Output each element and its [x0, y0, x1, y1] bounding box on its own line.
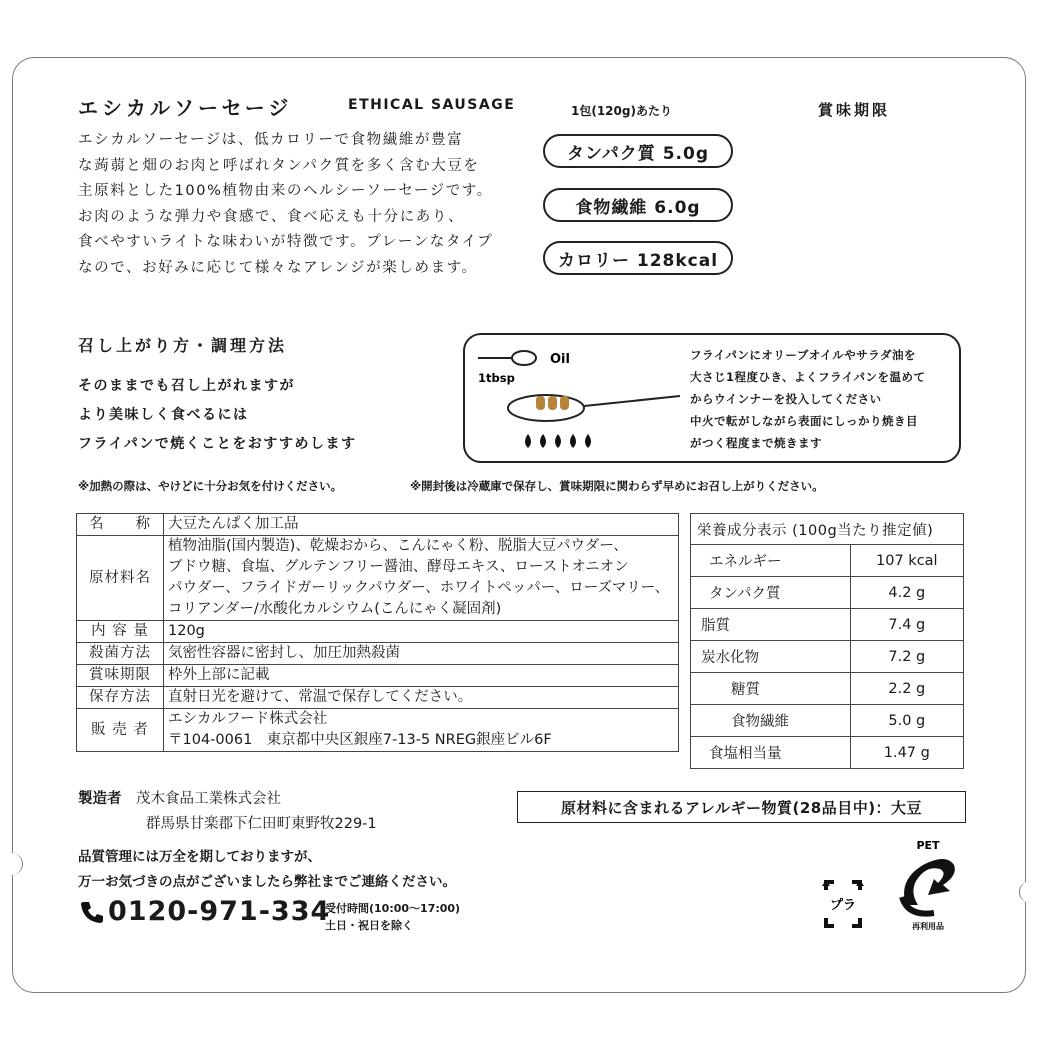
nutrient-value: 4.2 g: [850, 577, 963, 609]
nutrient-value: 7.2 g: [850, 641, 963, 673]
row-value: [164, 536, 679, 621]
pet-label: PET: [916, 839, 940, 852]
cooking-step: 中火で転がしながら表面にしっかり焼き目: [690, 414, 918, 428]
table-row: [77, 514, 679, 536]
oil-label: Oil: [550, 352, 570, 367]
manufacturer-label: 製造者: [78, 791, 122, 807]
pan-handle: [584, 396, 680, 406]
nutrient-name: 炭水化物: [691, 641, 851, 673]
nutrient-value: 7.4 g: [850, 609, 963, 641]
nutrient-value: 1.47 g: [850, 737, 963, 769]
row-value-line: 120g: [168, 623, 205, 639]
cooking-step: 大さじ1程度ひき、よくフライパンを温めて: [690, 370, 926, 384]
quality-notice: [78, 845, 456, 895]
nutrient-name: 脂質: [691, 609, 851, 641]
description-line: な蒟蒻と畑のお肉と呼ばれタンパク質を多く含む大豆を: [78, 157, 480, 174]
flame-icon: [570, 434, 576, 448]
product-description: [78, 128, 538, 281]
row-value-line: 大豆たんぱく加工品: [168, 516, 299, 532]
row-key: 殺菌方法: [77, 643, 164, 665]
spoon-amount: 1tbsp: [478, 371, 515, 385]
row-value-line: ブドウ糖、食塩、グルテンフリー醤油、酵母エキス、ローストオニオン: [168, 559, 629, 575]
row-value-line: コリアンダー/水酸化カルシウム(こんにゃく凝固剤): [168, 601, 502, 617]
row-key: 販 売 者: [77, 709, 164, 752]
table-row: [77, 709, 679, 752]
table-row: [77, 687, 679, 709]
cooking-line: より美味しく食べるには: [78, 407, 249, 423]
table-row: [691, 673, 964, 705]
nutrient-name: エネルギー: [691, 545, 851, 577]
nutrient-name: 食物繊維: [691, 705, 851, 737]
row-value: [164, 643, 679, 665]
table-row: [691, 705, 964, 737]
row-value-line: 直射日光を避けて、常温で保存してください。: [168, 689, 473, 705]
row-value: [164, 687, 679, 709]
table-row: [691, 641, 964, 673]
row-value-line: パウダー、フライドガーリックパウダー、ホワイトペッパー、ローズマリー、: [168, 580, 670, 596]
sausage-icon: [536, 396, 545, 410]
row-key: 名 称: [77, 514, 164, 536]
row-key: 原材料名: [77, 536, 164, 621]
description-line: 主原料とした100%植物由来のヘルシーソーセージです。: [78, 183, 493, 199]
cooking-line: そのままでも召し上がれますが: [78, 378, 295, 394]
quality-line: 万一お気づきの点がございましたら弊社までご連絡ください。: [78, 874, 456, 890]
plastic-mark-text: プラ: [829, 898, 857, 913]
flame-icon: [585, 434, 591, 448]
spoon-icon: [512, 351, 536, 365]
flame-icon: [555, 434, 561, 448]
row-value-line: 気密性容器に密封し、加圧加熱殺菌: [168, 645, 400, 661]
contact-phone[interactable]: [78, 896, 330, 927]
nutrient-value: 2.2 g: [850, 673, 963, 705]
cooking-recommendation: [78, 372, 356, 459]
row-key: 保存方法: [77, 687, 164, 709]
row-value: [164, 621, 679, 643]
frying-pan-illustration: [470, 340, 685, 458]
hours-line: 土日・祝日を除く: [325, 919, 413, 932]
table-row: [77, 643, 679, 665]
table-row: [77, 621, 679, 643]
table-row: [77, 665, 679, 687]
row-value: [164, 665, 679, 687]
sausage-icon: [560, 396, 569, 410]
table-header-row: [691, 514, 964, 545]
row-value-line: 植物油脂(国内製造)、乾燥おから、こんにゃく粉、脱脂大豆パウダー、: [168, 538, 628, 554]
plastic-recycle-mark-icon: [818, 876, 868, 932]
table-row: [691, 737, 964, 769]
manufacturer-line: [78, 787, 377, 812]
side-notch-right: [1019, 881, 1038, 903]
phone-number: 0120-971-334: [108, 896, 331, 927]
best-before-label: 賞味期限: [818, 101, 891, 119]
flame-icon: [540, 434, 546, 448]
nutrient-name: 食塩相当量: [691, 737, 851, 769]
product-title: エシカルソーセージ: [78, 96, 293, 120]
nutrient-value: 5.0 g: [850, 705, 963, 737]
table-row: [691, 609, 964, 641]
nutrition-table-header: 栄養成分表示 (100g当たり推定値): [691, 514, 964, 545]
description-line: お肉のような弾力や食感で、食べ応えも十分にあり、: [78, 208, 465, 225]
cooking-steps: [690, 344, 925, 454]
pet-recycle-mark-icon: [888, 835, 968, 935]
cooking-step: フライパンにオリーブオイルやサラダ油を: [690, 348, 917, 362]
product-info-table: [76, 513, 679, 752]
row-value-line: 枠外上部に記載: [168, 667, 270, 683]
pet-sub-label: 再利用品: [912, 922, 944, 931]
row-value-line: エシカルフード株式会社: [168, 711, 328, 727]
cooking-line: フライパンで焼くことをおすすめします: [78, 436, 357, 452]
cooking-step: がつく程度まで焼きます: [690, 436, 822, 450]
nutrition-facts-table: [690, 513, 964, 769]
manufacturer-address: 群馬県甘楽郡下仁田町東野牧229-1: [146, 816, 377, 832]
nutrient-name: 糖質: [691, 673, 851, 705]
product-title-english: ETHICAL SAUSAGE: [348, 97, 516, 113]
protein-pill: タンパク質 5.0g: [543, 134, 733, 168]
row-value-line: 〒104-0061 東京都中央区銀座7-13-5 NREG銀座ビル6F: [168, 732, 552, 748]
manufacturer-name: 茂木食品工業株式会社: [136, 791, 281, 807]
hours-line: 受付時間(10:00〜17:00): [325, 902, 461, 915]
manufacturer-info: [78, 787, 377, 837]
business-hours: [325, 900, 460, 934]
calorie-pill: カロリー 128kcal: [543, 241, 733, 275]
pan-icon: [508, 395, 584, 421]
description-line: エシカルソーセージは、低カロリーで食物繊維が豊富: [78, 132, 464, 148]
table-row: [77, 536, 679, 621]
storage-caution: ※開封後は冷蔵庫で保存し、賞味期限に関わらず早めにお召し上がりください。: [410, 479, 824, 493]
cooking-heading: 召し上がり方・調理方法: [78, 336, 288, 355]
description-line: 食べやすいライトな味わいが特徴です。プレーンなタイプ: [78, 234, 494, 250]
serving-size-label: 1包(120g)あたり: [571, 104, 672, 118]
sausage-icon: [548, 396, 557, 410]
allergen-notice: 原材料に含まれるアレルギー物質(28品目中)：大豆: [517, 791, 966, 823]
flame-icon: [525, 434, 531, 448]
description-line: なので、お好みに応じて様々なアレンジが楽しめます。: [78, 259, 478, 276]
table-row: [691, 545, 964, 577]
table-row: [691, 577, 964, 609]
row-value: [164, 514, 679, 536]
row-key: 内 容 量: [77, 621, 164, 643]
cooking-step: からウインナーを投入してください: [690, 392, 882, 406]
row-key: 賞味期限: [77, 665, 164, 687]
nutrient-value: 107 kcal: [850, 545, 963, 577]
heating-caution: ※加熱の際は、やけどに十分お気を付けください。: [78, 479, 343, 493]
quality-line: 品質管理には万全を期しておりますが、: [78, 849, 321, 865]
fiber-pill: 食物繊維 6.0g: [543, 188, 733, 222]
phone-icon: [78, 899, 104, 925]
row-value: [164, 709, 679, 752]
nutrient-name: タンパク質: [691, 577, 851, 609]
